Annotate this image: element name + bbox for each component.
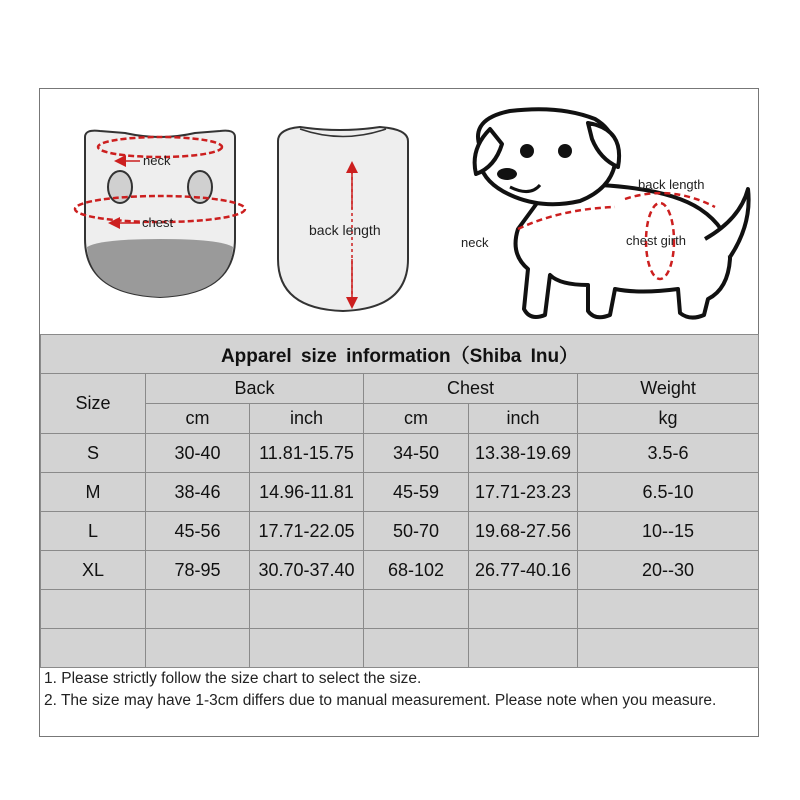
size-header: Size [41,374,146,434]
table-row [41,473,759,512]
size-cell: L [41,512,146,551]
empty-cell [146,629,250,668]
dog-chest-girth-label: chest girth [626,233,686,248]
table-row [41,434,759,473]
table-title-row [41,335,759,374]
weight-kg-cell: 20--30 [578,551,759,590]
back-cm-cell: 45-56 [146,512,250,551]
chest-cm-header: cm [364,404,469,434]
chest-inch-cell: 26.77-40.16 [469,551,578,590]
empty-cell [364,590,469,629]
table-row-empty [41,629,759,668]
table-row [41,551,759,590]
chest-cm-cell: 50-70 [364,512,469,551]
back-cm-cell: 38-46 [146,473,250,512]
chest-cm-cell: 34-50 [364,434,469,473]
weight-kg-cell: 3.5-6 [578,434,759,473]
back-inch-cell: 30.70-37.40 [250,551,364,590]
back-cm-cell: 30-40 [146,434,250,473]
empty-cell [364,629,469,668]
size-cell: M [41,473,146,512]
chest-inch-cell: 19.68-27.56 [469,512,578,551]
back-inch-cell: 14.96-11.81 [250,473,364,512]
measurement-illustration [40,89,758,335]
empty-cell [250,590,364,629]
table-header-row [41,374,759,404]
table-row-empty [41,590,759,629]
size-notes [40,668,758,712]
vest-back-icon [278,127,408,311]
empty-cell [146,590,250,629]
dog-back-length-label: back length [638,177,705,192]
dog-illustration-icon [475,109,749,317]
chest-cm-cell: 68-102 [364,551,469,590]
chest-inch-header: inch [469,404,578,434]
back-inch-cell: 11.81-15.75 [250,434,364,473]
back-inch-cell: 17.71-22.05 [250,512,364,551]
chest-label: chest [142,215,174,230]
back-inch-header: inch [250,404,364,434]
chest-header: Chest [364,374,578,404]
chest-inch-cell: 13.38-19.69 [469,434,578,473]
empty-cell [578,629,759,668]
weight-kg-cell: 6.5-10 [578,473,759,512]
empty-cell [250,629,364,668]
chest-inch-cell: 17.71-23.23 [469,473,578,512]
table-title: Apparel size information（Shiba Inu） [41,335,759,374]
weight-header: Weight [578,374,759,404]
empty-cell [469,590,578,629]
table-unit-row [41,404,759,434]
back-header: Back [146,374,364,404]
size-table [40,334,759,668]
neck-label: neck [143,153,171,168]
back-cm-header: cm [146,404,250,434]
empty-cell [578,590,759,629]
chest-cm-cell: 45-59 [364,473,469,512]
dog-neck-label: neck [461,235,489,250]
table-row [41,512,759,551]
size-cell: S [41,434,146,473]
empty-cell [469,629,578,668]
note-1: 1. Please strictly follow the size chart to select the size. [44,670,422,687]
size-chart-frame [39,88,759,737]
empty-cell [41,590,146,629]
back-length-label: back length [309,222,381,238]
illustration-drawings [40,89,758,335]
back-cm-cell: 78-95 [146,551,250,590]
weight-kg-cell: 10--15 [578,512,759,551]
size-cell: XL [41,551,146,590]
weight-kg-header: kg [578,404,759,434]
empty-cell [41,629,146,668]
note-2: 2. The size may have 1-3cm differs due to manual measurement. Please note when you measure. [44,692,717,709]
